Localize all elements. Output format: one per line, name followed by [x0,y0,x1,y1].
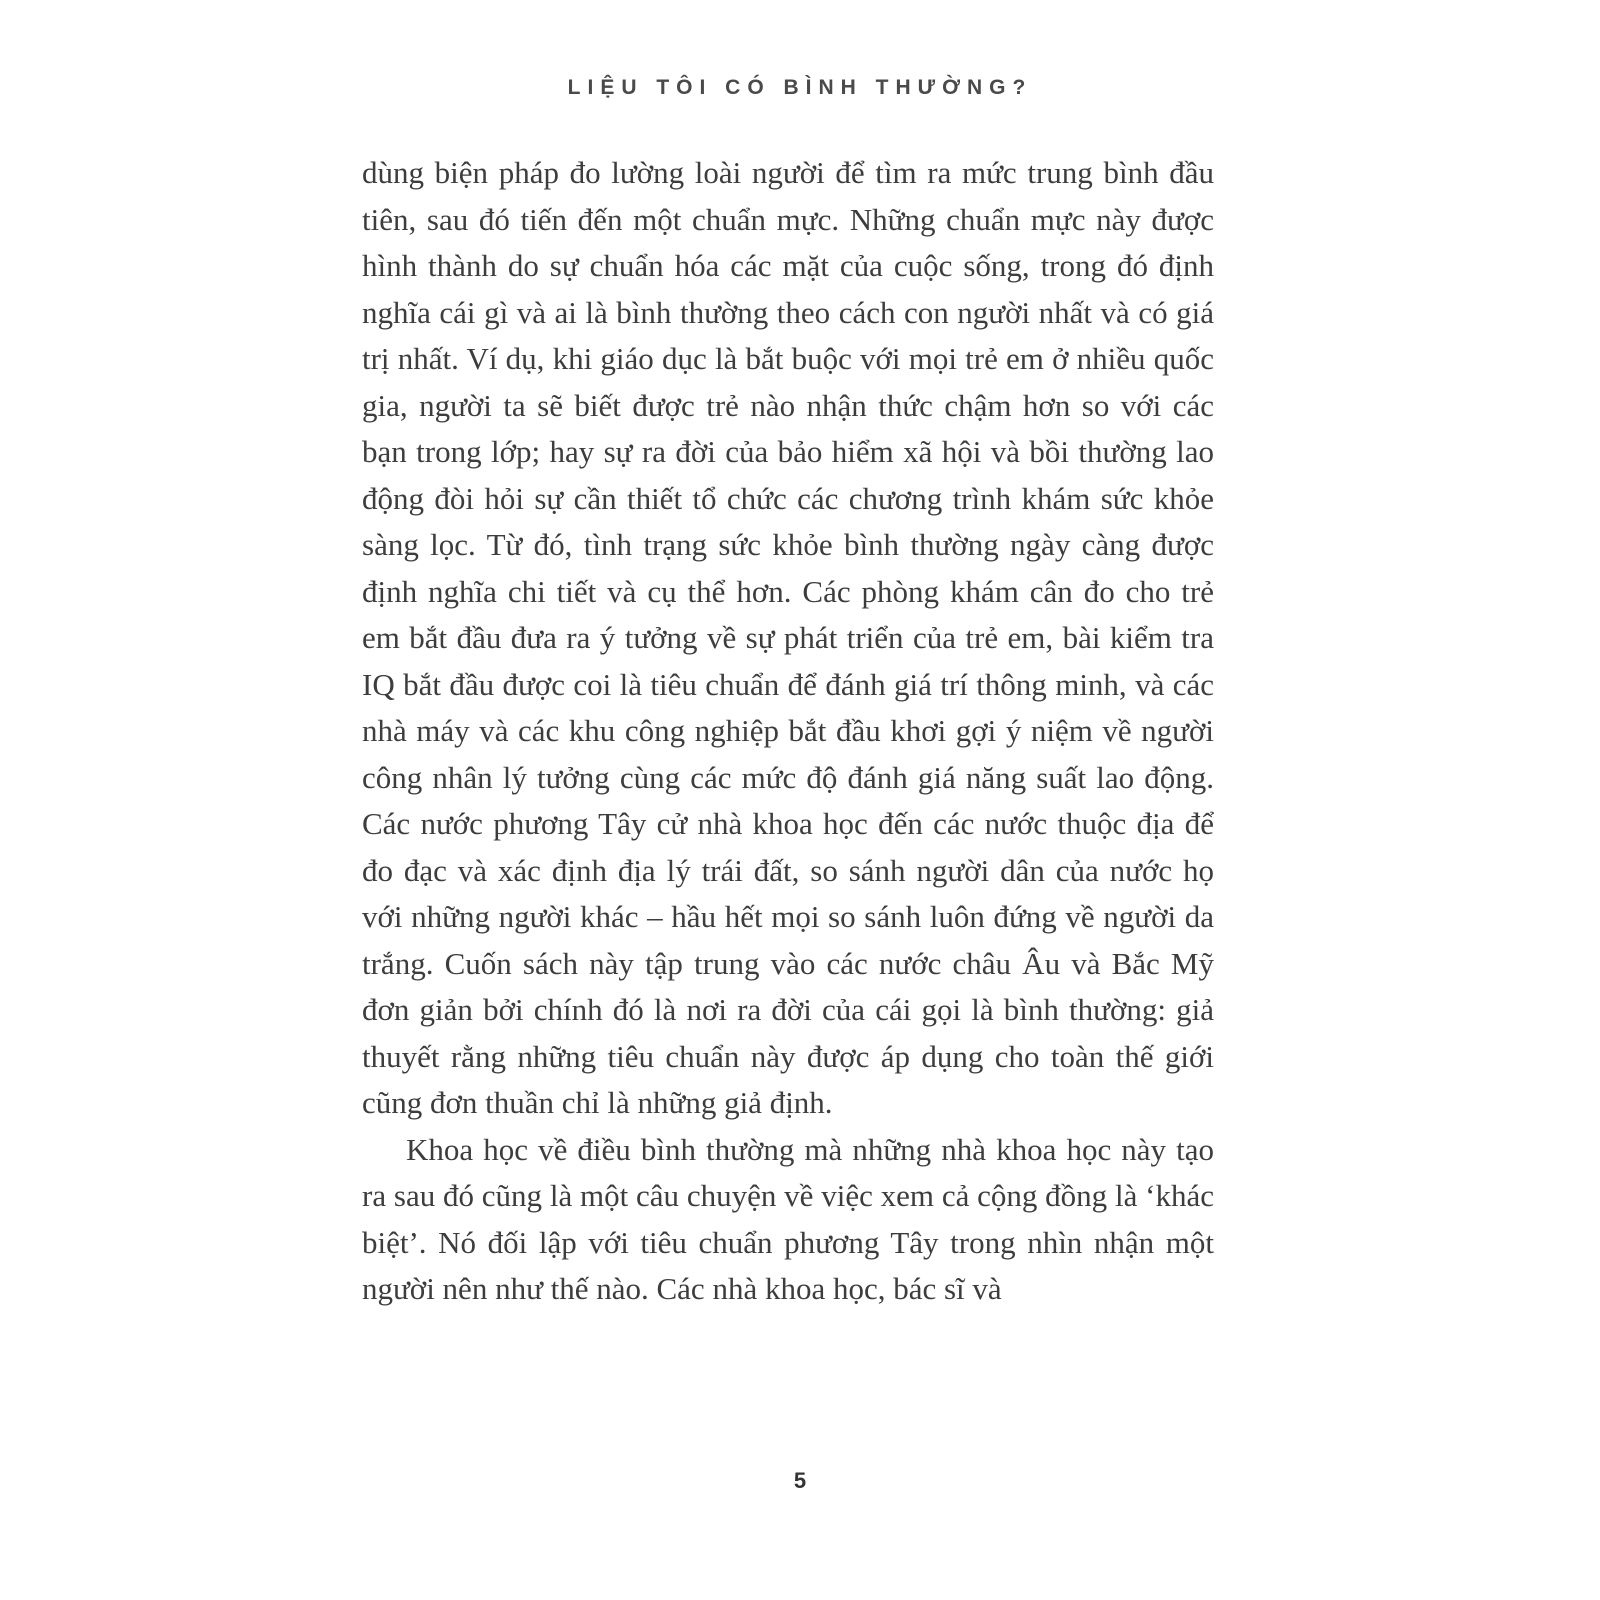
paragraph: dùng biện pháp đo lường loài người để tìm ra mức trung bình đầu tiên, sau đó tiến đến một chuẩn mực. Những chuẩn mực này được hình thành do sự chuẩn hóa các mặt của cuộc sống, trong đó định nghĩa cái gì và ai là bình thường theo cách con người nhất và có giá trị nhất. Ví dụ, khi giáo dục là bắt buộc với mọi trẻ em ở nhiều quốc gia, người ta sẽ biết được trẻ nào nhận thức chậm hơn so với các bạn trong lớp; hay sự ra đời của bảo hiểm xã hội và bồi thường lao động đòi hỏi sự cần thiết tổ chức các chương trình khám sức khỏe sàng lọc. Từ đó, tình trạng sức khỏe bình thường ngày càng được định nghĩa chi tiết và cụ thể hơn. Các phòng khám cân đo cho trẻ em bắt đầu đưa ra ý tưởng về sự phát triển của trẻ em, bài kiểm tra IQ bắt đầu được coi là tiêu chuẩn để đánh giá trí thông minh, và các nhà máy và các khu công nghiệp bắt đầu khơi gợi ý niệm về người công nhân lý tưởng cùng các mức độ đánh giá năng suất lao động. Các nước phương Tây cử nhà khoa học đến các nước thuộc địa để đo đạc và xác định địa lý trái đất, so sánh người dân của nước họ với những người khác – hầu hết mọi so sánh luôn đứng về người da trắng. Cuốn sách này tập trung vào các nước châu Âu và Bắc Mỹ đơn giản bởi chính đó là nơi ra đời của cái gọi là bình thường: giả thuyết rằng những tiêu chuẩn này được áp dụng cho toàn thế giới cũng đơn thuần chỉ là những giả định. [362,155,1214,1120]
page-number: 5 [793,1468,807,1493]
running-header: LIỆU TÔI CÓ BÌNH THƯỜNG? [567,76,1033,99]
body-text [362,150,1214,1313]
paragraph: Khoa học về điều bình thường mà những nhà khoa học này tạo ra sau đó cũng là một câu chuyện về việc xem cả cộng đồng là ‘khác biệt’. Nó đối lập với tiêu chuẩn phương Tây trong nhìn nhận một người nên như thế nào. Các nhà khoa học, bác sĩ và [362,1131,1214,1306]
